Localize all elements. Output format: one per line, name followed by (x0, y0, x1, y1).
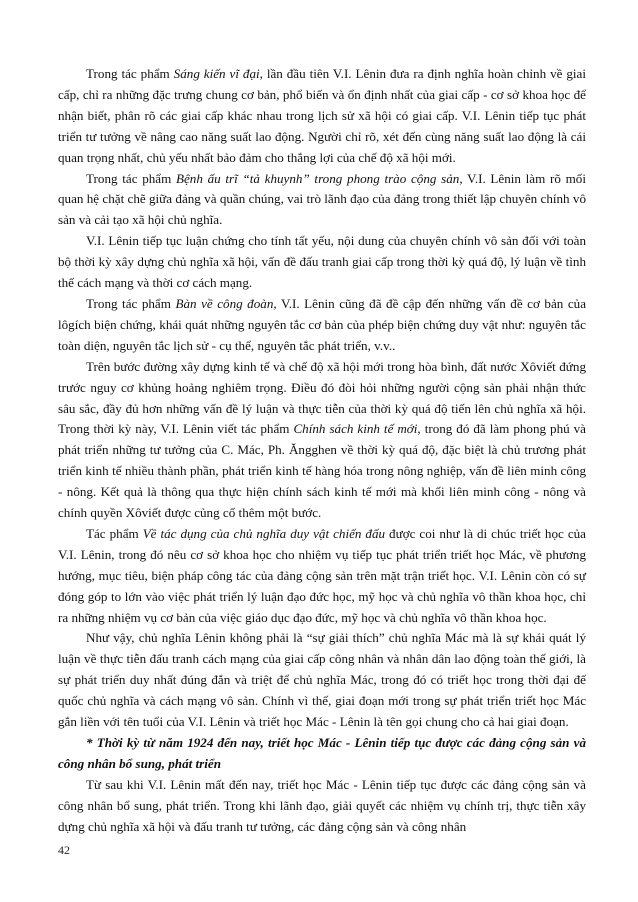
page-body (58, 64, 586, 838)
paragraph-text: Tác phẩm (86, 525, 143, 541)
paragraph-4 (58, 294, 586, 357)
paragraph-text: trong đó đã làm phong phú và phát triển những tư tưởng của C. Mác, Ph. Ăngghen về thời kỳ quá độ, đặc biệt là chủ trương phát triển kinh tế nhiều thành phần, phát triển kinh tế hàng hóa trong nông nghiệp, vấn đề liên minh công - nông. Kết quả là thông qua thực hiện chính sách kinh tế mới mà khối liên minh công - nông và chính quyền Xôviết được củng cố thêm một bước. (58, 421, 586, 521)
paragraph-text: Trong tác phẩm (86, 66, 174, 81)
paragraph-7: Như vậy, chủ nghĩa Lênin không phải là “sự giải thích” chủ nghĩa Mác mà là sự khái quát lý luận về thực tiễn đấu tranh cách mạng của giai cấp công nhân và nhân dân lao động toàn thế giới, là sự phát triển duy nhất đúng đắn và triệt để chủ nghĩa Mác, trong đó có triết học trong thời đại đế quốc chủ nghĩa và cách mạng vô sản. Chính vì thế, giai đoạn mới trong sự phát triển triết học Mác gắn liền với tên tuổi của V.I. Lênin và triết học Mác - Lênin là tên gọi chung cho cả hai giai đoạn. (58, 630, 586, 730)
paragraph-6 (58, 524, 586, 629)
paragraph-text: V.I. Lênin làm rõ mối quan hệ chặt chẽ giữa đảng và quần chúng, vai trò lãnh đạo của đảng trong thiết lập chuyên chính vô sản và cải tạo xã hội chủ nghĩa. (58, 170, 586, 228)
work-title: Bệnh ấu trĩ “tả khuynh” trong phong trào cộng sản, (176, 170, 463, 186)
section-heading: * Thời kỳ từ năm 1924 đến nay, triết học Mác - Lênin tiếp tục được các đảng cộng sản và công nhân bổ sung, phát triển (58, 735, 586, 771)
paragraph-3: V.I. Lênin tiếp tục luận chứng cho tính tất yếu, nội dung của chuyên chính vô sản đối với toàn bộ thời kỳ xây dựng chủ nghĩa xã hội, vấn đề đấu tranh giai cấp trong thời kỳ quá độ, lý luận về tình thế cách mạng và thời cơ cách mạng. (58, 233, 586, 291)
paragraph-1 (58, 64, 586, 169)
paragraph-text: V.I. Lênin cũng đã đề cập đến những vấn đề cơ bản của lôgích biện chứng, khái quát những nguyên tắc cơ bản của phép biện chứng duy vật như: nguyên tắc toàn diện, nguyên tắc lịch sử - cụ thể, nguyên tắc phát triển, v.v.. (58, 295, 587, 353)
paragraph-text: Trên bước đường xây dựng kinh tế và chế độ xã hội mới trong hòa bình, đất nước Xôviết đứng trước nguy cơ khủng hoảng nghiêm trọng. Điều đó đòi hỏi những người cộng sản phải nhận thức sâu sắc, đầy đủ hơn những vấn đề lý luận và thực tiễn của thời kỳ quá độ tiến lên chủ nghĩa xã hội. Trong thời kỳ này, V.I. Lênin viết tác phẩm (58, 358, 586, 437)
paragraph-2 (58, 169, 586, 232)
work-title: Chính sách kinh tế mới, (293, 421, 421, 437)
work-title: Bàn về công đoàn, (175, 295, 277, 311)
paragraph-9: Từ sau khi V.I. Lênin mất đến nay, triết học Mác - Lênin tiếp tục được các đảng cộng sản và công nhân bổ sung, phát triển. Trong khi lãnh đạo, giải quyết các nhiệm vụ chính trị, thực tiễn xây dựng chủ nghĩa xã hội và đấu tranh tư tưởng, các đảng cộng sản và công nhân (58, 776, 586, 834)
paragraph-text: Trong tác phẩm (86, 170, 176, 186)
page-number: 42 (58, 843, 70, 857)
paragraph-5 (58, 357, 586, 524)
work-title: Về tác dụng của chủ nghĩa duy vật chiến đấu (142, 525, 386, 541)
paragraph-text: Trong tác phẩm (86, 295, 176, 311)
paragraph-text: lần đầu tiên V.I. Lênin đưa ra định nghĩa hoàn chỉnh về giai cấp, chỉ ra những đặc trưng chung cơ bản, phổ biến và ổn định nhất của giai cấp - cơ sở khoa học để nhận biết, phân rõ các giai cấp khác nhau trong lịch sử xã hội có giai cấp. V.I. Lênin tiếp tục phát triển tư tưởng về nâng cao năng suất lao động. Người chỉ rõ, xét đến cùng năng suất lao động là cái quan trọng nhất, chủ yếu nhất bảo đảm cho thắng lợi của chế độ xã hội mới. (58, 66, 586, 165)
paragraph-text: được coi như là di chúc triết học của V.I. Lênin, trong đó nêu cơ sở khoa học cho nhiệm vụ tiếp tục phát triển triết học Mác, về phương hướng, mục tiêu, biện pháp công tác của đảng cộng sản trên mặt trận triết học. V.I. Lênin còn có sự đóng góp to lớn vào việc phát triển lý luận đạo đức học, mỹ học và chủ nghĩa vô thần khoa học, chỉ ra những nhiệm vụ cơ bản của việc giáo dục đạo đức, mỹ học và chủ nghĩa vô thần khoa học. (58, 525, 586, 625)
work-title: Sáng kiến vĩ đại, (173, 66, 263, 81)
